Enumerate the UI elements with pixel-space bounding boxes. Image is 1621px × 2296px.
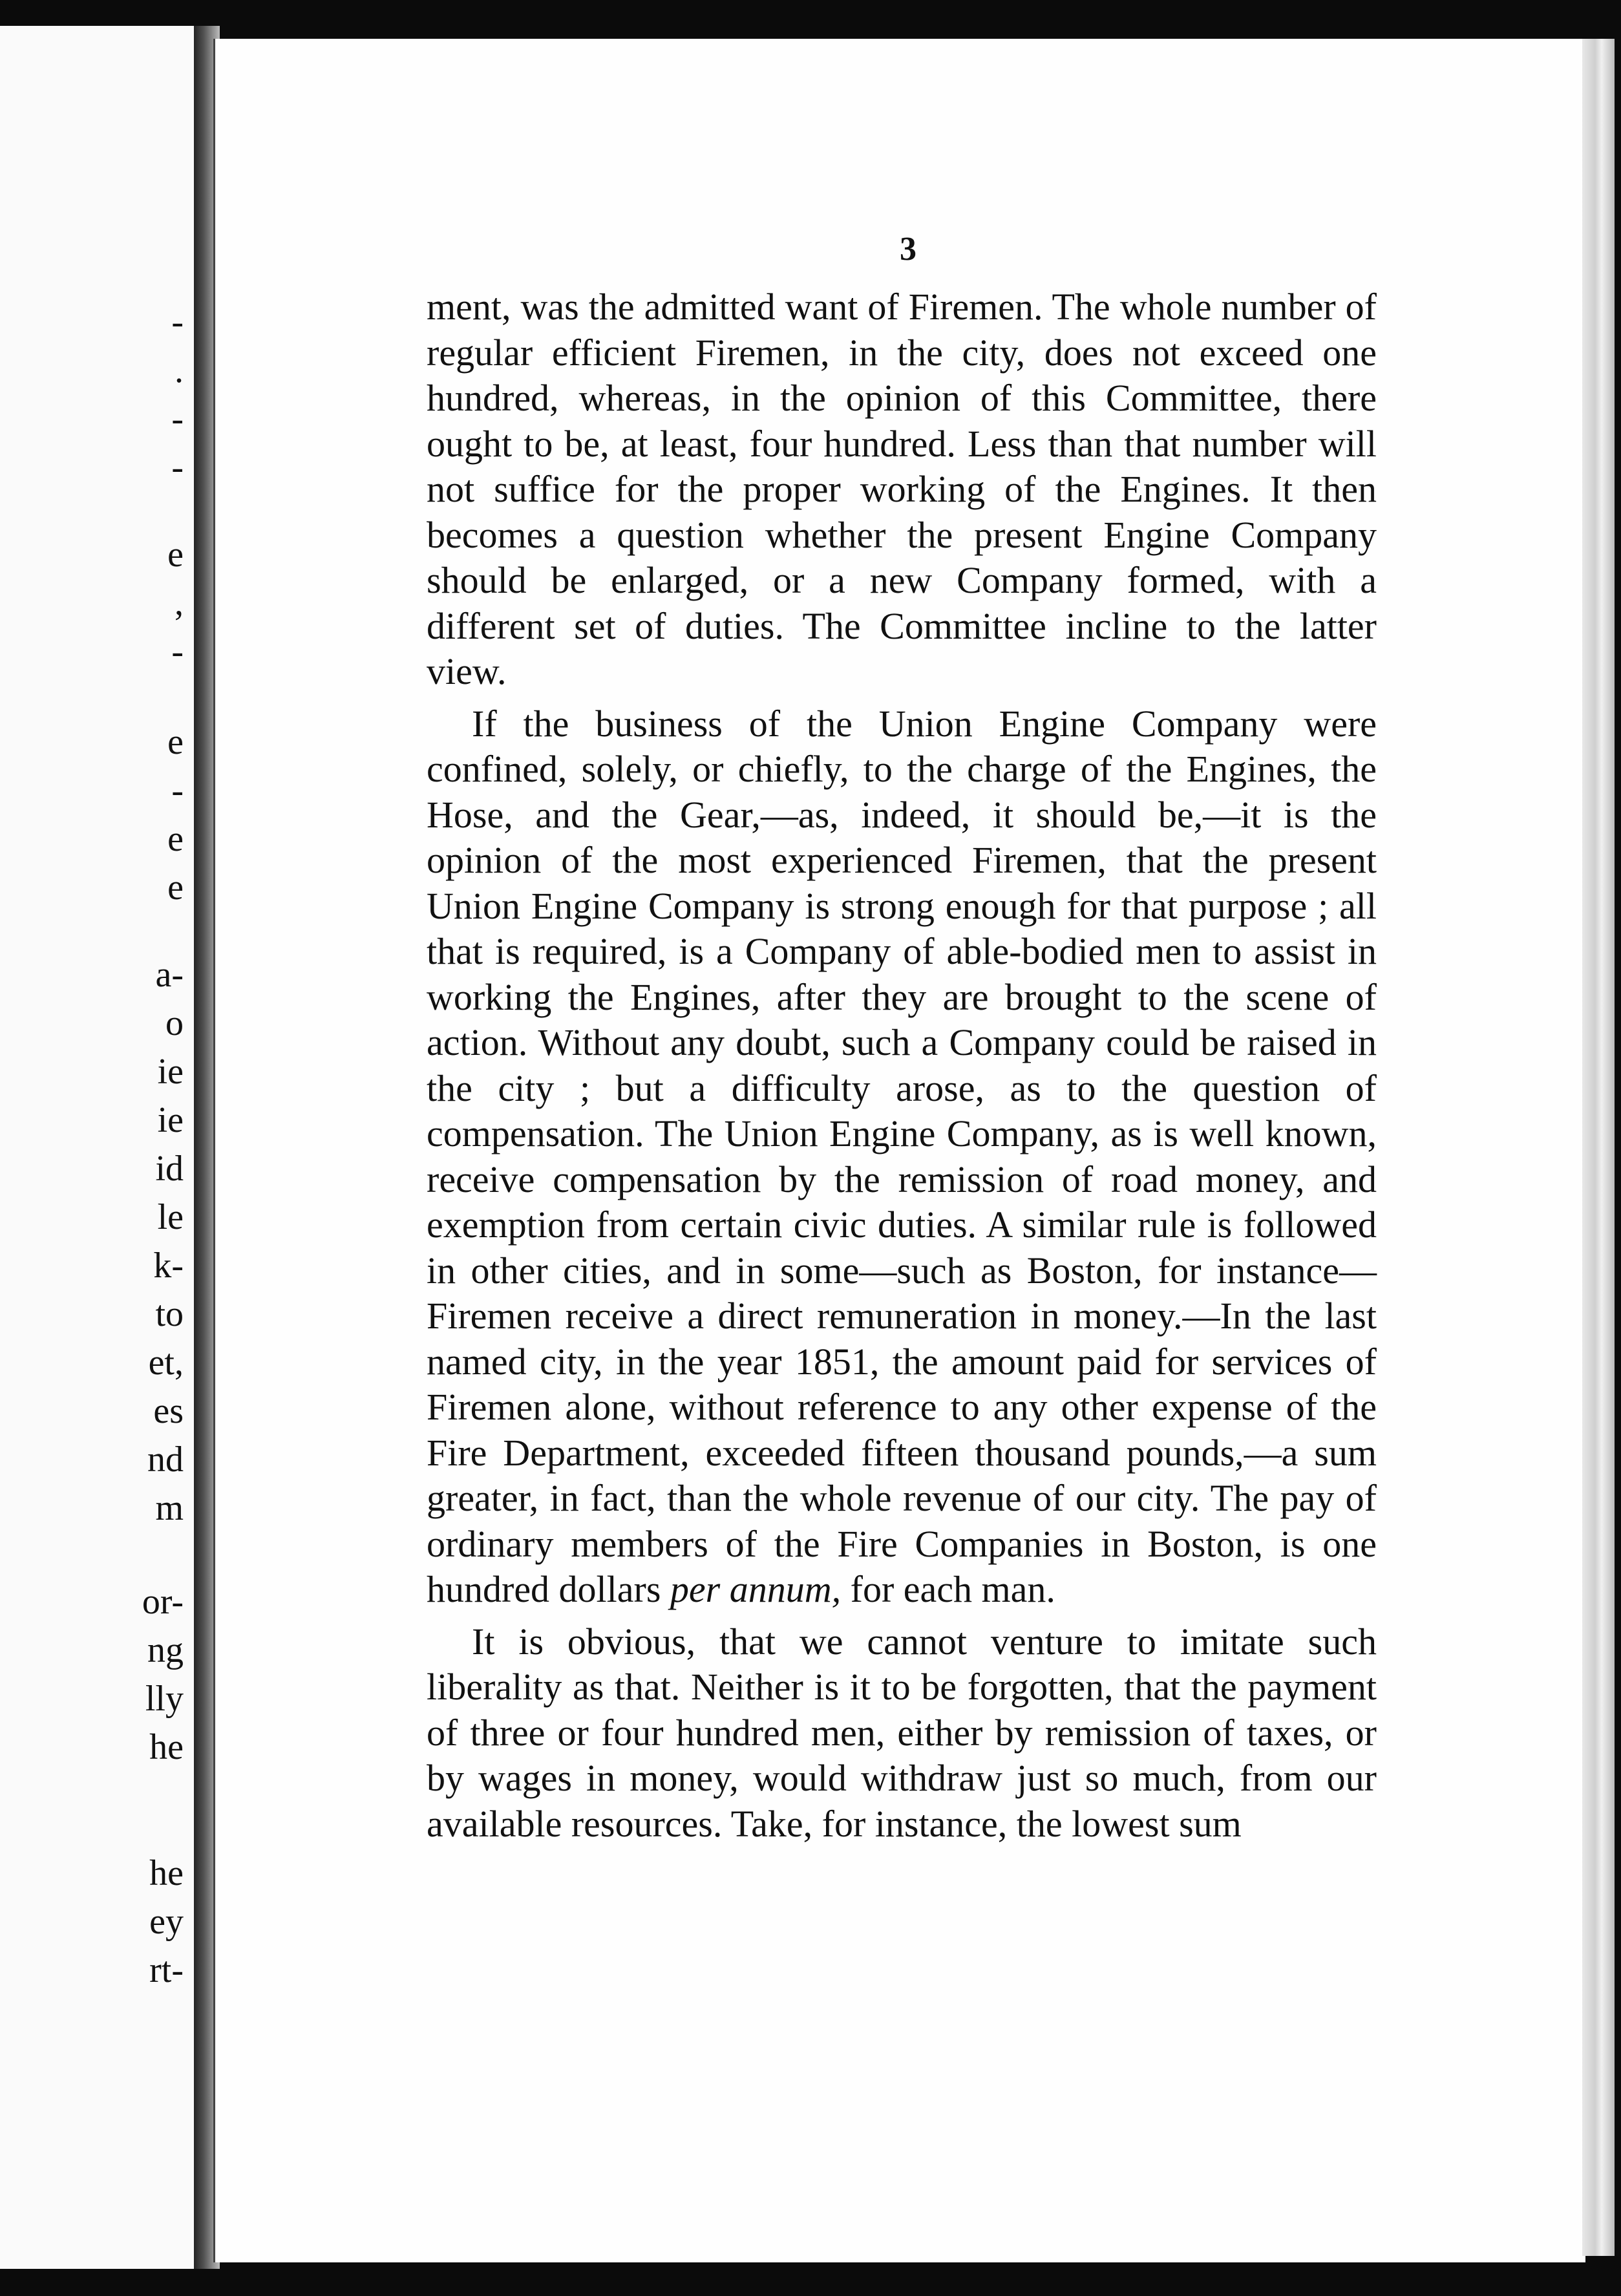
left-fragment: lly bbox=[145, 1679, 184, 1719]
left-fragment: - bbox=[171, 447, 184, 487]
left-fragment: o bbox=[165, 1003, 184, 1043]
left-fragment: a- bbox=[155, 955, 184, 995]
left-fragment: he bbox=[149, 1853, 184, 1893]
left-fragment: . bbox=[175, 350, 184, 390]
left-fragment: , bbox=[175, 583, 184, 623]
left-fragment: ng bbox=[147, 1630, 184, 1670]
left-fragment: ie bbox=[157, 1100, 184, 1140]
left-fragment: e bbox=[167, 722, 184, 762]
paragraph-2-text: If the business of the Union Engine Company were confined, solely, or chiefly, to the charge of the Engines, the Hose, and the Gear,—as, indeed, it should be,—it is the opinion of the most experienced Firemen, that the present Union Engine Company is strong enough for that purpose ; all that is required, is a Company of able-bodied men to assist in working the Engines, after they are brought to the scene of action. Without any doubt, such a Company could be raised in the city ; but a difficulty arose, as to the question of compensation. The Union Engine Company, as is well known, receive compensation by the remission of road money, and exemption from certain civic duties. A similar rule is followed in other cities, and in some—such as Boston, for instance—Firemen receive a direct remuneration in money.—In the last named city, in the year 1851, the amount paid for services of Firemen alone, without reference to any other expense of the Fire Department, exceeded fifteen thousand pounds,—a sum greater, in fact, than the whole revenue of our city. The pay of ordinary members of the Fire Companies in Boston, is one hundred dollars bbox=[427, 702, 1377, 1610]
page-number: 3 bbox=[900, 231, 916, 268]
left-fragment: - bbox=[171, 399, 184, 439]
left-fragment: - bbox=[171, 302, 184, 342]
left-fragment: id bbox=[155, 1149, 184, 1189]
paragraph-2 bbox=[427, 701, 1377, 1613]
left-fragment: ey bbox=[149, 1902, 184, 1942]
left-fragment: e bbox=[167, 867, 184, 908]
paragraph-3: It is obvious, that we cannot venture to imitate such liberality as that. Neither is it to be forgotten, that the payment of three or four hundred men, either by remission of taxes, or by wages in money, would withdraw just so much, from our available resources. Take, for instance, the lowest sum bbox=[427, 1620, 1377, 1845]
paragraph-1: ment, was the admitted want of Firemen. The whole number of regular efficient Firemen, in the city, does not exceed one hundred, whereas, in the opinion of this Committee, there ought to be, at least, four hundred. Less than that number will not suffice for the proper working of the Engines. It then becomes a question whether the present Engine Company should be enlarged, or a new Company formed, with a different set of duties. The Committee incline to the latter view. bbox=[427, 286, 1377, 692]
left-fragment: m bbox=[155, 1488, 184, 1528]
left-fragment: e bbox=[167, 819, 184, 859]
left-fragment: rt- bbox=[149, 1950, 184, 1990]
left-fragment: - bbox=[171, 632, 184, 672]
left-fragment: or- bbox=[142, 1582, 184, 1622]
left-fragment: es bbox=[153, 1391, 184, 1431]
left-fragment: - bbox=[171, 771, 184, 811]
left-fragment: k- bbox=[153, 1246, 184, 1286]
body-text bbox=[427, 284, 1377, 1847]
left-fragment: nd bbox=[147, 1440, 184, 1480]
left-fragment: e bbox=[167, 535, 184, 575]
page-edge-stack bbox=[1582, 39, 1615, 2256]
left-facing-page bbox=[0, 26, 198, 2269]
paragraph-2-italic: per annum, bbox=[670, 1568, 842, 1610]
left-fragment: et, bbox=[148, 1343, 184, 1383]
left-fragment: le bbox=[157, 1197, 184, 1237]
left-fragment: he bbox=[149, 1727, 184, 1767]
left-fragment: ie bbox=[157, 1052, 184, 1092]
paragraph-2-tail: for each man. bbox=[841, 1568, 1055, 1610]
left-fragment: to bbox=[155, 1294, 184, 1334]
